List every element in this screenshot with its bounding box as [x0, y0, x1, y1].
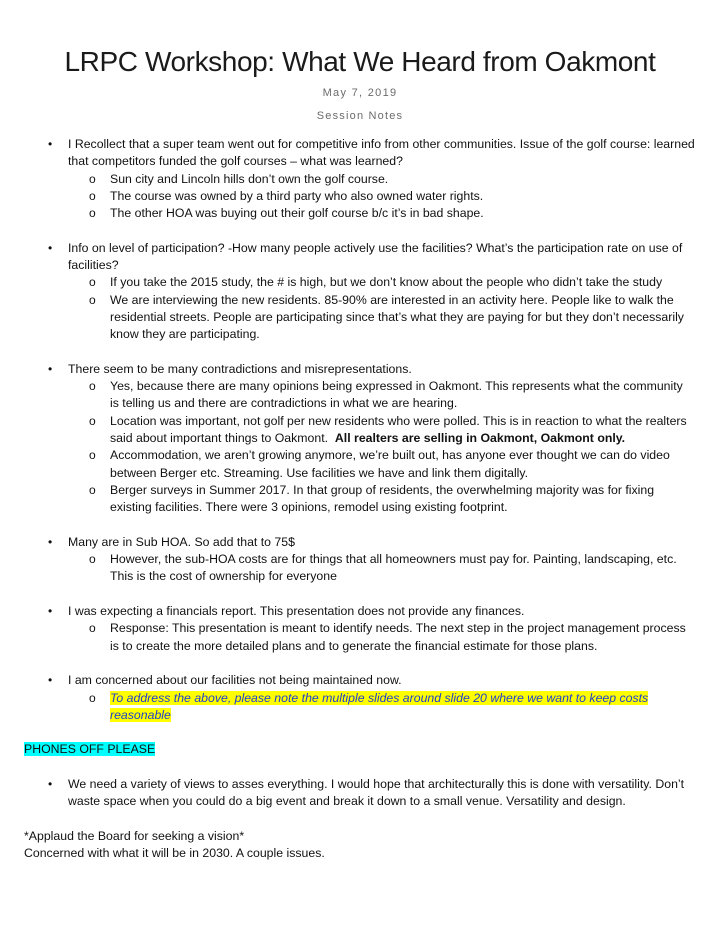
bullet-icon: •	[48, 673, 53, 688]
sub-bullet-text: Yes, because there are many opinions being expressed in Oakmont. This represents what the community is telling us and there are contradictions in what we are hearing.	[110, 379, 683, 411]
bullet-icon: •	[48, 776, 53, 791]
sub-bullet-icon: o	[89, 292, 96, 307]
closing-line: Concerned with what it will be in 2030. A couple issues.	[24, 846, 325, 861]
sub-bullet-icon: o	[89, 379, 96, 394]
note-bullet	[0, 776, 720, 811]
sub-bullet	[0, 551, 720, 586]
sub-bullet-icon: o	[89, 275, 96, 290]
sub-bullet	[0, 171, 720, 188]
page-title: LRPC Workshop: What We Heard from Oakmont	[64, 46, 656, 77]
bold-emphasis: All realters are selling in Oakmont, Oakmont only.	[331, 431, 626, 446]
sub-bullet	[0, 274, 720, 291]
sub-bullet	[0, 378, 720, 413]
sub-bullet-text: The other HOA was buying out their golf course b/c it’s in bad shape.	[110, 206, 484, 221]
note-bullet	[0, 534, 720, 551]
sub-bullet-text: Sun city and Lincoln hills don’t own the golf course.	[110, 171, 389, 186]
bullet-icon: •	[48, 604, 53, 619]
bullet-icon: •	[48, 137, 53, 151]
sub-bullet-text: If you take the 2015 study, the # is high, but we don’t know about the people who didn’t take the study	[110, 275, 663, 290]
sub-bullet-text: Location was important, not golf per new residents who were polled. This is in reaction to what the realters said about important things to Oakmont.	[110, 413, 687, 446]
sub-bullet-icon: o	[89, 690, 96, 705]
bullet-text: There seem to be many contradictions and misrepresentations.	[68, 361, 412, 376]
sub-bullet	[0, 188, 720, 205]
sub-bullet-icon: o	[89, 171, 96, 186]
sub-bullet-text: Accommodation, we aren’t growing anymore, we’re built out, has anyone ever thought we can do video between Berger etc. Streaming. Use facilities we have and link them digitally.	[110, 448, 670, 480]
sub-bullet-text: Response: This presentation is meant to identify needs. The next step in the project management process is to create the more detailed plans and to generate the financial estimate for those plans.	[110, 621, 686, 653]
sub-bullet-text: However, the sub-HOA costs are for things that all homeowners must pay for. Painting, landscaping, etc. This is the cost of ownership for everyone	[110, 552, 677, 584]
phones-notice-text: PHONES OFF PLEASE	[24, 742, 156, 757]
note-bullet	[0, 603, 720, 620]
sub-bullet-text: Berger surveys in Summer 2017. In that group of residents, the overwhelming majority was for fixing existing facilities. There were 3 opinions, remodel using existing footprint.	[110, 482, 655, 515]
note-bullet	[0, 361, 720, 378]
sub-bullet	[0, 292, 720, 344]
highlighted-response: To address the above, please note the multiple slides around slide 20 where we want to keep costs reasonable	[110, 690, 649, 722]
bullet-text: I was expecting a financials report. This presentation does not provide any finances.	[68, 604, 525, 619]
sub-bullet	[0, 690, 720, 725]
sub-bullet-icon: o	[89, 482, 96, 497]
sub-bullet	[0, 205, 720, 222]
closing-line: *Applaud the Board for seeking a vision*	[24, 828, 245, 843]
sub-bullet	[0, 482, 720, 517]
session-subtitle: Session Notes	[316, 110, 404, 122]
sub-bullet-icon: o	[89, 621, 96, 636]
session-date: May 7, 2019	[322, 87, 398, 99]
sub-bullet-icon: o	[89, 552, 96, 567]
bullet-text: We need a variety of views to asses everything. I would hope that architecturally this is done with versatility. Don’t waste space when you could do a big event and break it down to a small venue. Versatility and design.	[68, 776, 685, 809]
sub-bullet-icon: o	[89, 448, 96, 463]
sub-bullet	[0, 620, 720, 655]
sub-bullet-icon: o	[89, 188, 96, 203]
bullet-text: Info on level of participation? -How many people actively use the facilities? What’s the participation rate on use of facilities?	[68, 240, 683, 273]
bullet-text: I Recollect that a super team went out for competitive info from other communities. Issue of the golf course: learned that competitors funded the golf courses – what was learned?	[68, 137, 695, 169]
sub-bullet-text: We are interviewing the new residents. 85-90% are interested in an activity here. People like to walk the residential streets. People are participating since that’s what they are paying for but they don’t necessarily know they are participating.	[110, 292, 684, 342]
phones-notice	[0, 741, 720, 758]
note-bullet	[0, 240, 720, 275]
sub-bullet	[0, 413, 720, 448]
bullet-text: Many are in Sub HOA. So add that to 75$	[68, 534, 295, 549]
sub-bullet-icon: o	[89, 413, 96, 428]
bullet-icon: •	[48, 361, 53, 376]
bullet-text: I am concerned about our facilities not being maintained now.	[68, 673, 402, 688]
bullet-icon: •	[48, 534, 53, 549]
sub-bullet-text: The course was owned by a third party who also owned water rights.	[110, 188, 484, 203]
bullet-icon: •	[48, 240, 53, 255]
note-bullet	[0, 672, 720, 689]
sub-bullet	[0, 447, 720, 482]
sub-bullet-icon: o	[89, 206, 96, 221]
notes-body	[0, 136, 720, 862]
note-bullet	[0, 136, 720, 171]
